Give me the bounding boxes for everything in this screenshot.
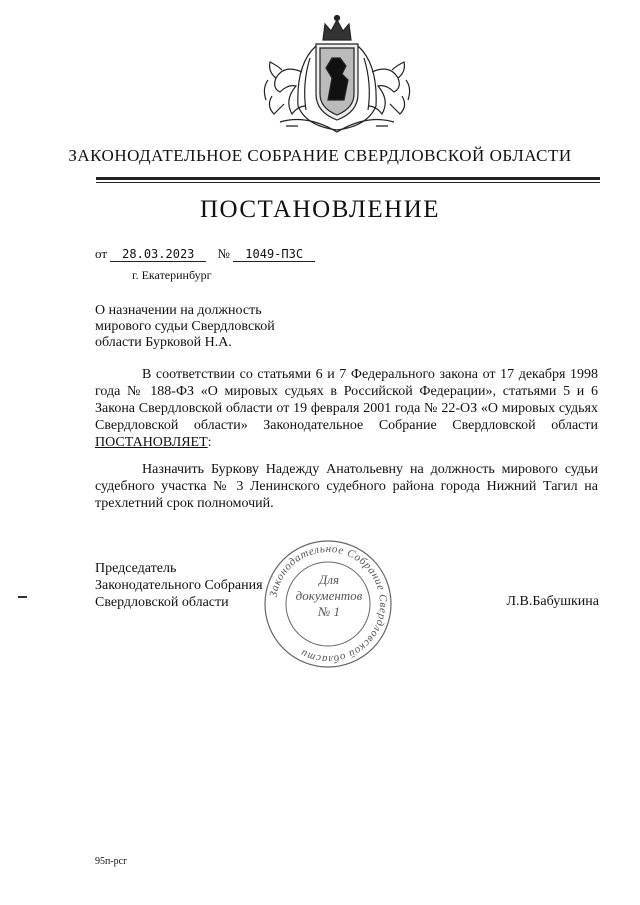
subject-line: области Бурковой Н.А. — [95, 335, 232, 350]
document-subject — [95, 303, 325, 351]
preamble-paragraph — [95, 366, 598, 451]
signer-position — [95, 560, 295, 611]
subject-line: О назначении на должность — [95, 303, 262, 318]
stamp-line: № 1 — [317, 604, 340, 619]
signer-position-line: Свердловской области — [95, 595, 229, 610]
preamble-text: В соответствии со статьями 6 и 7 Федерального закона от 17 декабря 1998 года № 188-ФЗ «О мировых судьях в Российской Федерации», статьями 5 и 6 Закона Свердловской области от 19 февраля 2001 года № 22-ОЗ «О мировых судьях Свердловской области» Законодательное Собрание Свердловской области — [95, 367, 598, 433]
number-sign: № — [217, 246, 230, 261]
stamp-center-text — [290, 572, 368, 620]
document-type-title: ПОСТАНОВЛЕНИЕ — [199, 196, 441, 223]
preamble-end: : — [207, 435, 212, 450]
signer-position-line: Законодательного Собрания — [95, 578, 263, 593]
header-divider-thick — [96, 177, 600, 180]
organization-name: ЗАКОНОДАТЕЛЬНОЕ СОБРАНИЕ СВЕРДЛОВСКОЙ ОБЛАСТИ — [68, 146, 572, 165]
resolution-paragraph: Назначить Буркову Надежду Анатольевну на должность мирового судьи судебного участка № 3 Ленинского судебного района города Нижний Тагил на трехлетний срок полномочий. — [95, 462, 598, 511]
subject-line: мирового судьи Свердловской — [95, 319, 275, 334]
coat-of-arms-icon — [262, 14, 412, 139]
stamp-line: документов — [295, 588, 363, 603]
signer-name: Л.В.Бабушкина — [506, 594, 599, 609]
document-date: 28.03.2023 — [110, 247, 206, 262]
document-number: 1049-ПЗС — [233, 247, 315, 262]
date-prefix: от — [95, 246, 108, 261]
stamp-line: Для — [319, 572, 339, 587]
date-number-line — [95, 246, 315, 262]
signer-position-line: Председатель — [95, 561, 177, 576]
margin-mark — [18, 596, 27, 598]
city: г. Екатеринбург — [132, 268, 212, 282]
footer-code: 95п-рсг — [95, 856, 128, 867]
header-divider-thin — [96, 182, 600, 183]
stamp-ring-text: Законодательное Собрание Свердловской области — [267, 542, 390, 666]
resolves-keyword: ПОСТАНОВЛЯЕТ — [95, 435, 208, 450]
